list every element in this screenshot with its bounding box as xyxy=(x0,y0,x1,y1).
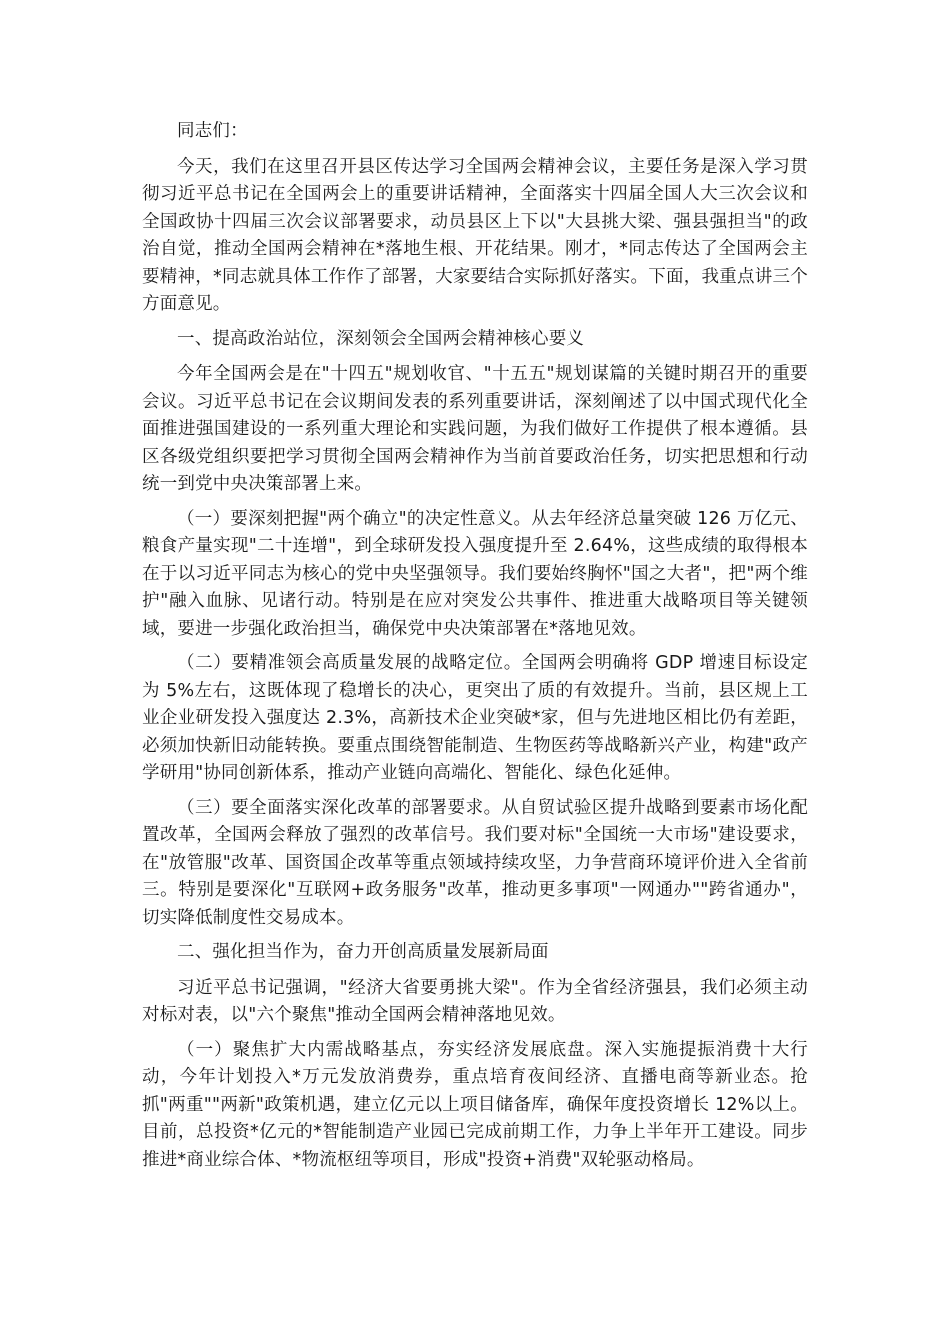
section-1-item-1: （一）要深刻把握"两个确立"的决定性意义。从去年经济总量突破 126 万亿元、粮食产量实现"二十连增"，到全球研发投入强度提升至 2.64%，这些成绩的取得根本在于以习近平同志为核心的党中央坚强领导。我们要始终胸怀"国之大者"，把"两个维护"融入血脉、见诸行动。特别是在应对突发公共事件、推进重大战略项目等关键领域，要进一步强化政治担当，确保党中央决策部署在*落地见效。 xyxy=(142,508,808,639)
section-1-intro: 今年全国两会是在"十四五"规划收官、"十五五"规划谋篇的关键时期召开的重要会议。习近平总书记在会议期间发表的系列重要讲话，深刻阐述了以中国式现代化全面推进强国建设的一系列重大理论和实践问题，为我们做好工作提供了根本遵循。县区各级党组织要把学习贯彻全国两会精神作为当前首要政治任务，切实把思想和行动统一到党中央决策部署上来。 xyxy=(142,364,808,494)
section-1-heading: 一、提高政治站位，深刻领会全国两会精神核心要义 xyxy=(177,328,585,349)
document-page xyxy=(142,118,808,1181)
section-2-intro: 习近平总书记强调，"经济大省要勇挑大梁"。作为全省经济强县，我们必须主动对标对表，以"六个聚焦"推动全国两会精神落地见效。 xyxy=(142,977,808,1025)
section-1-item-2: （二）要精准领会高质量发展的战略定位。全国两会明确将 GDP 增速目标设定为 5%左右，这既体现了稳增长的决心，更突出了质的有效提升。当前，县区规上工业企业研发投入强度达 2.3%，高新技术企业突破*家，但与先进地区相比仍有差距，必须加快新旧动能转换。要重点围绕智能制造、生物医药等战略新兴产业，构建"政产学研用"协同创新体系，推动产业链向高端化、智能化、绿色化延伸。 xyxy=(142,653,808,783)
section-1-item-3: （三）要全面落实深化改革的部署要求。从自贸试验区提升战略到要素市场化配置改革，全国两会释放了强烈的改革信号。我们要对标"全国统一大市场"建设要求，在"放管服"改革、国资国企改革等重点领域持续攻坚，力争营商环境评价进入全省前三。特别是要深化"互联网+政务服务"改革，推动更多事项"一网通办""跨省通办"，切实降低制度性交易成本。 xyxy=(142,797,808,928)
section-2-item-1: （一）聚焦扩大内需战略基点，夯实经济发展底盘。深入实施提振消费十大行动，今年计划投入*万元发放消费券，重点培育夜间经济、直播电商等新业态。抢抓"两重""两新"政策机遇，建立亿元以上项目储备库，确保年度投资增长 12%以上。目前，总投资*亿元的*智能制造产业园已完成前期工作，力争上半年开工建设。同步推进*商业综合体、*物流枢纽等项目，形成"投资+消费"双轮驱动格局。 xyxy=(142,1039,808,1170)
intro-paragraph: 今天，我们在这里召开县区传达学习全国两会精神会议，主要任务是深入学习贯彻习近平总书记在全国两会上的重要讲话精神，全面落实十四届全国人大三次会议和全国政协十四届三次会议部署要求，动员县区上下以"大县挑大梁、强县强担当"的政治自觉，推动全国两会精神在*落地生根、开花结果。刚才，*同志传达了全国两会主要精神，*同志就具体工作作了部署，大家要结合实际抓好落实。下面，我重点讲三个方面意见。 xyxy=(142,156,808,314)
salutation: 同志们： xyxy=(177,121,248,141)
section-2-heading: 二、强化担当作为，奋力开创高质量发展新局面 xyxy=(177,942,549,962)
